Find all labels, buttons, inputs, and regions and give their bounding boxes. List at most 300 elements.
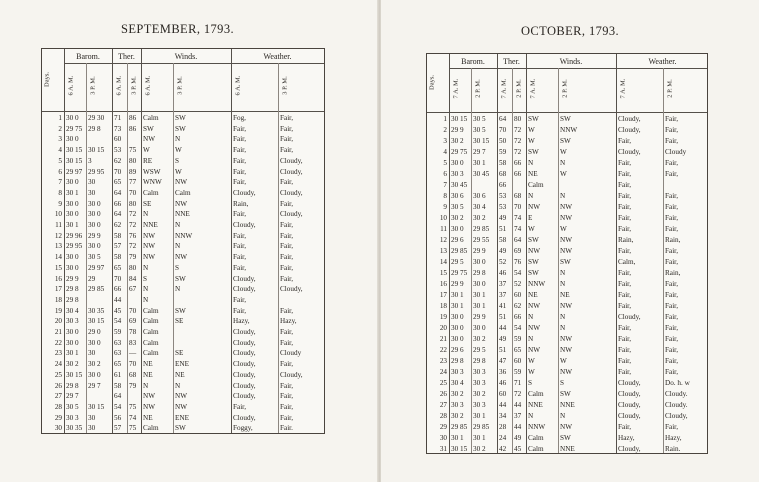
ther-am-cell: 70 xyxy=(114,274,122,283)
ther-am-cell: 46 xyxy=(499,379,507,387)
weather-pm-cell: Fair, xyxy=(280,124,294,133)
weather-table-september xyxy=(41,48,325,434)
table-row xyxy=(427,401,707,410)
day-cell: 25 xyxy=(54,370,62,379)
table-row xyxy=(427,126,707,135)
weather-pm-cell: Do. h. w xyxy=(665,379,690,387)
barom-am-cell: 30 0 xyxy=(66,328,79,336)
ther-am-cell: 47 xyxy=(499,357,507,365)
day-cell: 19 xyxy=(439,313,447,321)
barom-am-cell: 30 0 xyxy=(66,253,79,262)
barom-pm-cell: 30 xyxy=(88,349,96,358)
ther-pm-cell: 68 xyxy=(514,192,522,200)
ther-pm-cell: 64 xyxy=(514,236,522,244)
weather-am-cell: Cloudy, xyxy=(233,370,256,379)
barom-pm-cell: 30 1 xyxy=(473,434,486,442)
weather-pm-cell: Cloudy, xyxy=(665,412,688,420)
barom-pm-cell: 30 35 xyxy=(88,306,105,315)
wind-am-cell: Calm xyxy=(143,114,159,122)
barom-pm-cell: 30 5 xyxy=(473,115,486,123)
barom-am-cell: 30 0 xyxy=(451,313,464,321)
day-cell: 1 xyxy=(443,115,447,123)
table-row xyxy=(427,302,707,311)
weather-am-cell: Cloudy, xyxy=(233,221,256,229)
barom-am-cell: 30 15 xyxy=(66,370,83,379)
table-row xyxy=(42,232,324,241)
wind-pm-cell: N xyxy=(560,192,566,200)
wind-pm-cell: S xyxy=(175,263,179,272)
weather-pm-cell: Fair, xyxy=(665,192,679,200)
header-rule xyxy=(449,68,707,69)
page-title: SEPTEMBER, 1793. xyxy=(121,22,235,36)
barom-am-cell: 30 35 xyxy=(66,424,83,433)
wind-pm-cell: N xyxy=(560,313,566,321)
ther-pm-cell: 45 xyxy=(514,445,522,453)
ther-am-cell: 51 xyxy=(499,313,507,321)
barom-am-cell: 30 0 xyxy=(66,135,79,144)
ther-pm-cell: 72 xyxy=(514,148,522,156)
weather-am-cell: Fair, xyxy=(233,253,247,262)
weather-pm-cell: Fair, xyxy=(665,258,679,266)
wind-am-cell: E xyxy=(528,214,533,222)
wind-pm-cell: NNW xyxy=(175,231,193,240)
weather-am-cell: Fair, xyxy=(618,291,632,299)
ther-pm-cell: 83 xyxy=(129,338,137,347)
table-row xyxy=(42,210,324,219)
ther-am-cell: 50 xyxy=(499,137,507,145)
day-cell: 2 xyxy=(443,126,447,134)
weather-am-cell: Calm, xyxy=(618,258,636,266)
barom-pm-cell: 30 3 xyxy=(473,368,486,376)
barom-am-cell: 29 85 xyxy=(451,247,468,255)
wind-am-cell: NW xyxy=(143,231,155,240)
table-row xyxy=(427,324,707,333)
wind-am-cell: Calm xyxy=(143,306,159,315)
wind-am-cell: NE xyxy=(143,360,153,369)
barom-pm-cell: 29 7 xyxy=(473,148,486,156)
weather-am-cell: Fair, xyxy=(618,335,632,343)
wind-pm-cell: NW xyxy=(560,203,572,211)
table-row xyxy=(42,242,324,251)
weather-pm-cell: Cloudy, xyxy=(280,285,303,294)
header-days: Days. xyxy=(43,72,51,87)
barom-pm-cell: 30 5 xyxy=(473,126,486,134)
table-row xyxy=(42,296,324,305)
barom-am-cell: 29 95 xyxy=(66,242,83,251)
day-cell: 16 xyxy=(439,280,447,288)
ther-pm-cell: 70 xyxy=(129,360,137,369)
barom-am-cell: 30 3 xyxy=(451,368,464,376)
weather-pm-cell: Fair. xyxy=(280,424,293,433)
table-row xyxy=(42,392,324,401)
header-days: Days. xyxy=(428,75,436,90)
ther-pm-cell: 52 xyxy=(514,280,522,288)
header-barom: Barom. xyxy=(461,57,485,66)
ther-pm-cell: 49 xyxy=(514,434,522,442)
weather-pm-cell: Fair, xyxy=(665,357,679,365)
day-cell: 20 xyxy=(439,324,447,332)
barom-pm-cell: 30 6 xyxy=(473,192,486,200)
ther-pm-cell: 86 xyxy=(129,124,137,133)
wind-am-cell: NW xyxy=(143,392,155,401)
table-row xyxy=(427,192,707,201)
ther-am-cell: 60 xyxy=(114,135,122,144)
weather-pm-cell: Fair, xyxy=(665,159,679,167)
ther-am-cell: 44 xyxy=(499,324,507,332)
weather-pm-cell: Fair, xyxy=(665,203,679,211)
wind-pm-cell: NNE xyxy=(560,445,575,453)
wind-pm-cell: ENE xyxy=(175,413,189,422)
table-row xyxy=(42,317,324,326)
weather-am-cell: Cloudy, xyxy=(618,412,641,420)
weather-pm-cell: Fair, xyxy=(280,114,294,122)
ther-am-cell: 34 xyxy=(499,412,507,420)
wind-am-cell: W xyxy=(143,146,150,155)
wind-pm-cell: NW xyxy=(560,236,572,244)
ther-am-cell: 73 xyxy=(114,124,122,133)
wind-pm-cell: NW xyxy=(175,392,187,401)
day-cell: 4 xyxy=(443,148,447,156)
table-row xyxy=(427,247,707,256)
ther-pm-cell: 72 xyxy=(514,390,522,398)
column-subheader: 7 A. M. xyxy=(452,78,460,99)
wind-am-cell: N xyxy=(143,210,149,219)
barom-am-cell: 30 6 xyxy=(451,192,464,200)
table-row xyxy=(427,203,707,212)
table-row xyxy=(427,170,707,179)
wind-am-cell: NE xyxy=(143,413,153,422)
weather-am-cell: Fair, xyxy=(618,423,632,431)
barom-pm-cell: 30 4 xyxy=(473,203,486,211)
wind-am-cell: NW xyxy=(143,242,155,251)
wind-am-cell: NNE xyxy=(528,401,543,409)
weather-pm-cell: Fair, xyxy=(280,413,294,422)
wind-pm-cell: W xyxy=(175,167,182,176)
weather-am-cell: Fair, xyxy=(618,269,632,277)
ther-pm-cell: 86 xyxy=(129,114,137,122)
wind-am-cell: NE xyxy=(143,370,153,379)
header-weather: Weather. xyxy=(648,57,677,66)
table-row xyxy=(427,148,707,157)
wind-pm-cell: N xyxy=(175,381,181,390)
ther-am-cell: 58 xyxy=(114,381,122,390)
column-subheader: 6 A. M. xyxy=(115,75,123,96)
wind-am-cell: Calm xyxy=(528,390,544,398)
table-row xyxy=(42,424,324,433)
ther-am-cell: 53 xyxy=(114,146,122,155)
day-cell: 22 xyxy=(54,338,62,347)
weather-am-cell: Fair, xyxy=(233,178,247,187)
page-title: OCTOBER, 1793. xyxy=(521,24,620,38)
barom-am-cell: 30 0 xyxy=(66,199,79,208)
barom-pm-cell: 30 0 xyxy=(88,242,101,251)
ther-am-cell: 58 xyxy=(499,159,507,167)
barom-am-cell: 30 5 xyxy=(451,203,464,211)
ther-pm-cell: — xyxy=(129,349,137,358)
wind-am-cell: Calm xyxy=(143,338,159,347)
barom-pm-cell: 30 xyxy=(88,413,96,422)
barom-pm-cell: 30 0 xyxy=(473,324,486,332)
day-cell: 18 xyxy=(54,295,62,304)
column-subheader: 3 P. M. xyxy=(176,76,184,95)
barom-pm-cell: 30 1 xyxy=(473,291,486,299)
wind-pm-cell: NW xyxy=(560,368,572,376)
weather-am-cell: Cloudy, xyxy=(233,338,256,347)
wind-am-cell: N xyxy=(143,381,149,390)
day-cell: 24 xyxy=(439,368,447,376)
day-cell: 17 xyxy=(54,285,62,294)
wind-pm-cell: W xyxy=(560,357,567,365)
ther-pm-cell: 60 xyxy=(514,291,522,299)
wind-am-cell: NNE xyxy=(143,221,158,229)
weather-am-cell: Fair, xyxy=(618,225,632,233)
weather-am-cell: Cloudy, xyxy=(618,390,641,398)
barom-pm-cell: 30 15 xyxy=(88,402,105,411)
wind-pm-cell: N xyxy=(175,285,181,294)
table-row xyxy=(42,168,324,177)
barom-pm-cell: 30 2 xyxy=(473,390,486,398)
day-cell: 28 xyxy=(54,402,62,411)
wind-pm-cell: SW xyxy=(560,258,571,266)
wind-am-cell: Calm xyxy=(528,445,544,453)
wind-am-cell: SW xyxy=(528,148,539,156)
table-row xyxy=(42,307,324,316)
weather-am-cell: Fair, xyxy=(618,170,632,178)
weather-am-cell: Foggy, xyxy=(233,424,253,433)
barom-am-cell: 29 9 xyxy=(451,126,464,134)
table-row xyxy=(42,360,324,369)
wind-am-cell: N xyxy=(528,412,534,420)
ther-am-cell: 63 xyxy=(114,349,122,358)
header-ther: Ther. xyxy=(503,57,520,66)
table-row xyxy=(427,159,707,168)
ther-pm-cell: 67 xyxy=(129,285,137,294)
ther-am-cell: 24 xyxy=(499,434,507,442)
barom-am-cell: 30 0 xyxy=(66,263,79,272)
ther-pm-cell: 79 xyxy=(129,253,137,262)
weather-am-cell: Fair, xyxy=(618,192,632,200)
wind-am-cell: Calm xyxy=(143,317,159,326)
day-cell: 2 xyxy=(58,124,62,133)
column-subheader: 7 A. M. xyxy=(619,78,627,99)
table-row xyxy=(42,349,324,358)
day-cell: 11 xyxy=(55,221,62,229)
ther-am-cell: 61 xyxy=(114,370,122,379)
weather-pm-cell: Cloudy xyxy=(665,148,687,156)
day-cell: 12 xyxy=(439,236,447,244)
weather-pm-cell: Fair, xyxy=(280,338,294,347)
wind-am-cell: NW xyxy=(143,253,155,262)
table-row xyxy=(427,181,707,190)
ther-pm-cell: 65 xyxy=(514,346,522,354)
day-cell: 13 xyxy=(439,247,447,255)
barom-pm-cell: 30 15 xyxy=(473,137,490,145)
barom-am-cell: 30 2 xyxy=(451,214,464,222)
weather-am-cell: Cloudy, xyxy=(233,349,256,358)
wind-pm-cell: NW xyxy=(175,402,187,411)
wind-pm-cell: SW xyxy=(175,124,186,133)
wind-am-cell: NE xyxy=(528,291,538,299)
column-subheader: 3 P. M. xyxy=(89,76,97,95)
wind-am-cell: N xyxy=(143,295,149,304)
column-subheader: 7 A. M. xyxy=(500,78,508,99)
barom-am-cell: 30 0 xyxy=(451,335,464,343)
wind-pm-cell: W xyxy=(175,146,182,155)
wind-am-cell: Calm xyxy=(143,328,159,336)
barom-pm-cell: 29 85 xyxy=(473,225,490,233)
table-row xyxy=(42,275,324,284)
ther-am-cell: 52 xyxy=(499,258,507,266)
weather-pm-cell: Fair, xyxy=(665,280,679,288)
wind-am-cell: Calm xyxy=(143,349,159,358)
wind-pm-cell: W xyxy=(560,170,567,178)
barom-pm-cell: 29 8 xyxy=(473,357,486,365)
wind-am-cell: NE xyxy=(528,170,538,178)
barom-pm-cell: 30 15 xyxy=(88,146,105,155)
ther-am-cell: 70 xyxy=(114,167,122,176)
table-row xyxy=(427,258,707,267)
day-cell: 14 xyxy=(439,258,447,266)
table-row xyxy=(42,157,324,166)
barom-pm-cell: 30 xyxy=(88,178,96,187)
wind-am-cell: NW xyxy=(528,247,540,255)
ther-am-cell: 46 xyxy=(499,269,507,277)
ther-am-cell: 65 xyxy=(114,178,122,187)
weather-am-cell: Cloudy, xyxy=(618,148,641,156)
ther-pm-cell: 75 xyxy=(129,424,137,433)
table-row xyxy=(42,414,324,423)
barom-am-cell: 29 8 xyxy=(66,381,79,390)
wind-am-cell: WSW xyxy=(143,167,161,176)
ther-pm-cell: 84 xyxy=(129,274,137,283)
wind-pm-cell: SE xyxy=(175,349,184,358)
day-cell: 21 xyxy=(54,328,62,336)
ther-pm-cell: 80 xyxy=(129,156,137,165)
table-row xyxy=(427,412,707,421)
barom-pm-cell: 29 8 xyxy=(473,269,486,277)
table-row xyxy=(42,339,324,348)
weather-am-cell: Rain, xyxy=(618,236,634,244)
wind-am-cell: N xyxy=(528,335,534,343)
ther-pm-cell: 72 xyxy=(514,126,522,134)
ther-am-cell: 57 xyxy=(114,424,122,433)
weather-am-cell: Fair, xyxy=(618,302,632,310)
weather-pm-cell: Fair, xyxy=(280,146,294,155)
weather-pm-cell: Fair, xyxy=(280,381,294,390)
weather-am-cell: Rain, xyxy=(233,199,249,208)
barom-pm-cell: 29 8 xyxy=(88,124,101,133)
ther-am-cell: 51 xyxy=(499,346,507,354)
ther-am-cell: 60 xyxy=(499,390,507,398)
wind-am-cell: W xyxy=(528,225,535,233)
ther-pm-cell: 80 xyxy=(129,199,137,208)
ther-pm-cell: 59 xyxy=(514,335,522,343)
weather-pm-cell: Fair, xyxy=(280,306,294,315)
barom-am-cell: 30 1 xyxy=(451,434,464,442)
ther-am-cell: 64 xyxy=(114,392,122,401)
column-subheader: 3 P. M. xyxy=(130,76,138,95)
wind-am-cell: Calm xyxy=(143,188,159,197)
day-cell: 22 xyxy=(439,346,447,354)
barom-am-cell: 29 6 xyxy=(451,236,464,244)
column-subheader: 2 P. M. xyxy=(474,79,482,98)
ther-pm-cell: 62 xyxy=(514,302,522,310)
wind-am-cell: NW xyxy=(528,346,540,354)
table-row xyxy=(42,403,324,412)
ther-pm-cell: 54 xyxy=(514,269,522,277)
weather-pm-cell: Fair, xyxy=(665,346,679,354)
weather-am-cell: Fair, xyxy=(618,214,632,222)
weather-pm-cell: Cloudy xyxy=(280,349,302,358)
day-cell: 3 xyxy=(58,135,62,144)
wind-am-cell: N xyxy=(528,192,534,200)
weather-am-cell: Fair, xyxy=(233,402,247,411)
ther-pm-cell: 69 xyxy=(514,247,522,255)
weather-pm-cell: Fair, xyxy=(280,263,294,272)
weather-pm-cell: Fair, xyxy=(665,214,679,222)
barom-am-cell: 29 75 xyxy=(451,148,468,156)
table-row xyxy=(427,390,707,399)
header-bottom-rule xyxy=(42,111,324,112)
wind-am-cell: S xyxy=(528,379,532,387)
weather-am-cell: Cloudy, xyxy=(233,274,256,283)
barom-am-cell: 30 4 xyxy=(451,379,464,387)
wind-pm-cell: SW xyxy=(560,390,571,398)
weather-am-cell: Fair, xyxy=(618,181,632,189)
ther-am-cell: 57 xyxy=(114,242,122,251)
wind-pm-cell: SE xyxy=(175,317,184,326)
wind-pm-cell: NW xyxy=(560,214,572,222)
table-row xyxy=(427,379,707,388)
column-subheader: 6 A. M. xyxy=(144,75,152,96)
barom-pm-cell: 30 5 xyxy=(88,253,101,262)
ther-am-cell: 70 xyxy=(499,126,507,134)
weather-am-cell: Fair, xyxy=(618,346,632,354)
weather-pm-cell: Cloudy, xyxy=(280,210,303,219)
ther-pm-cell: 72 xyxy=(129,210,137,219)
weather-pm-cell: Fair, xyxy=(280,328,294,336)
ther-am-cell: 44 xyxy=(499,401,507,409)
barom-pm-cell: 29 7 xyxy=(88,381,101,390)
weather-am-cell: Hazy, xyxy=(233,317,250,326)
weather-am-cell: Fair, xyxy=(618,357,632,365)
weather-am-cell: Cloudy, xyxy=(618,379,641,387)
wind-am-cell: Calm xyxy=(528,181,544,189)
table-row xyxy=(42,253,324,262)
barom-pm-cell: 29 97 xyxy=(88,263,105,272)
wind-am-cell: N xyxy=(528,159,534,167)
ther-pm-cell: 76 xyxy=(514,258,522,266)
barom-pm-cell: 30 0 xyxy=(88,221,101,229)
barom-am-cell: 29 97 xyxy=(66,167,83,176)
day-cell: 7 xyxy=(443,181,447,189)
wind-pm-cell: W xyxy=(560,225,567,233)
weather-am-cell: Fair, xyxy=(618,159,632,167)
weather-am-cell: Fog, xyxy=(233,114,246,122)
ther-am-cell: 64 xyxy=(499,115,507,123)
weather-am-cell: Fair, xyxy=(233,242,247,251)
table-row xyxy=(427,357,707,366)
wind-pm-cell: SW xyxy=(175,114,186,122)
wind-pm-cell: NE xyxy=(560,291,570,299)
day-cell: 1 xyxy=(58,114,62,122)
barom-pm-cell: 30 1 xyxy=(473,302,486,310)
wind-pm-cell: N xyxy=(560,324,566,332)
barom-am-cell: 30 0 xyxy=(451,225,464,233)
day-cell: 27 xyxy=(439,401,447,409)
ther-pm-cell: 80 xyxy=(129,263,137,272)
day-cell: 15 xyxy=(439,269,447,277)
